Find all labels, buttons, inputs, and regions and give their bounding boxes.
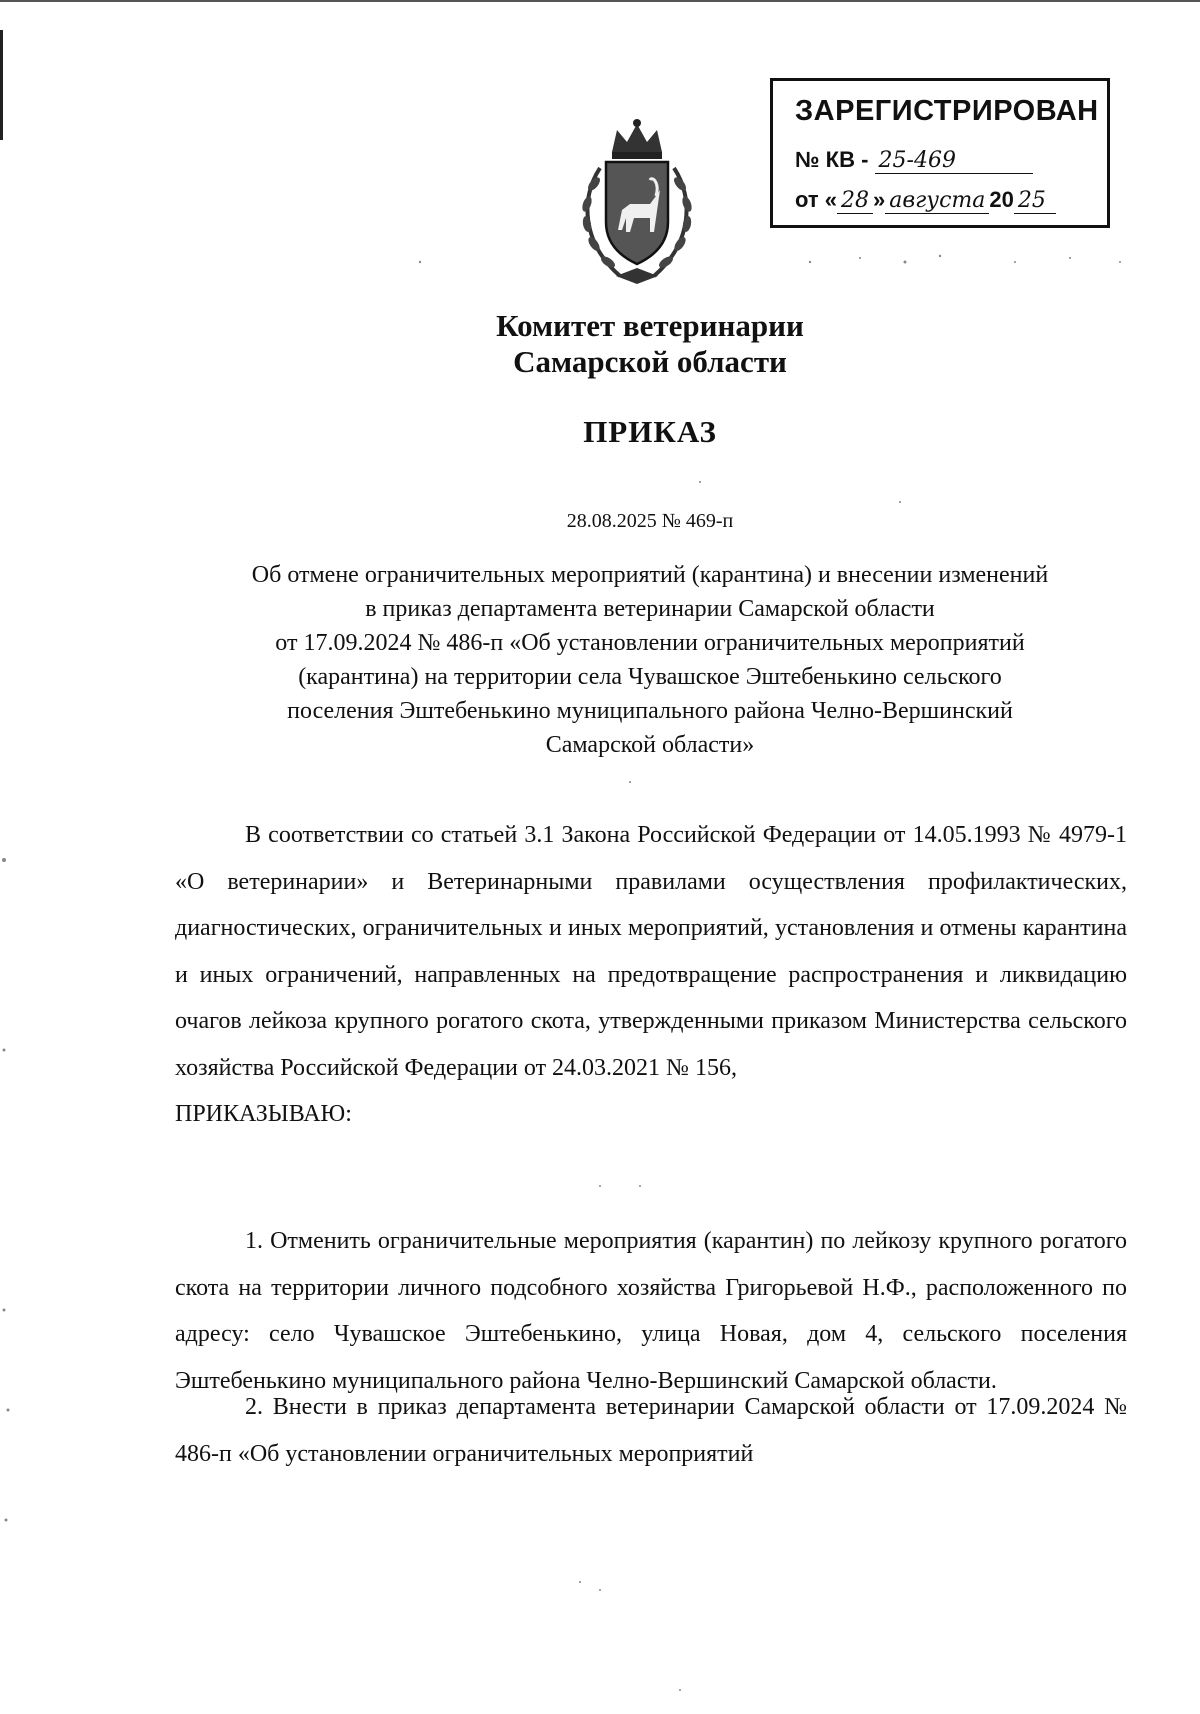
subject-line: в приказ департамента ветеринарии Самарской области xyxy=(365,596,935,622)
document-type-title: ПРИКАЗ xyxy=(583,414,717,449)
stamp-date-day: 28 xyxy=(837,188,873,214)
stamp-date-label: от « xyxy=(795,187,838,212)
stamp-number-value: 25-469 xyxy=(875,148,1033,174)
order-word: ПРИКАЗЫВАЮ: xyxy=(175,1101,352,1127)
preamble-paragraph: В соответствии со статьей 3.1 Закона Российской Федерации от 14.05.1993 № 4979-1 «О ветеринарии» и Ветеринарными правилами осуществления профилактических, диагностических, ограничительных и иных мероприятий, установления и отмены карантина и иных ограничений, направленных на предотвращение распространения и ликвидацию очагов лейкоза крупного рогатого скота, утвержденными приказом Министерства сельского хозяйства Российской Федерации от 24.03.2021 № 156, xyxy=(175,822,1127,1081)
stamp-date-quote: » xyxy=(873,187,886,212)
org-name-line-2: Самарской области xyxy=(513,344,787,379)
subject-line: (карантина) на территории села Чувашское Эштебенькино сельского xyxy=(298,664,1002,690)
order-item-1: 1. Отменить ограничительные мероприятия (карантин) по лейкозу крупного рогатого скота на территории личного подсобного хозяйства Григорьевой Н.Ф., расположенного по адресу: село Чувашское Эштебенькино, улица Новая, дом 4, сельского поселения Эштебенькино муниципального района Челно-Вершинский Самарской области. xyxy=(175,1228,1127,1394)
subject-line: Об отмене ограничительных мероприятий (карантина) и внесении изменений xyxy=(251,562,1049,588)
order-date-number: 28.08.2025 № 469-п xyxy=(566,510,734,532)
subject-line: Самарской области» xyxy=(545,732,755,758)
org-name-line-1: Комитет ветеринарии xyxy=(496,308,804,343)
stamp-date-century: 20 xyxy=(989,187,1014,212)
stamp-date-year: 25 xyxy=(1014,188,1056,214)
order-item-2: 2. Внести в приказ департамента ветеринарии Самарской области от 17.09.2024 № 486-п «Об установлении ограничительных мероприятий xyxy=(175,1394,1127,1467)
subject-line: от 17.09.2024 № 486-п «Об установлении ограничительных мероприятий xyxy=(275,630,1025,656)
stamp-date-month: августа xyxy=(885,188,989,214)
stamp-number-label: № КВ - xyxy=(795,147,869,172)
stamp-title: ЗАРЕГИСТРИРОВАН xyxy=(795,95,1099,127)
subject-line: поселения Эштебенькино муниципального района Челно-Вершинский xyxy=(287,698,1013,724)
